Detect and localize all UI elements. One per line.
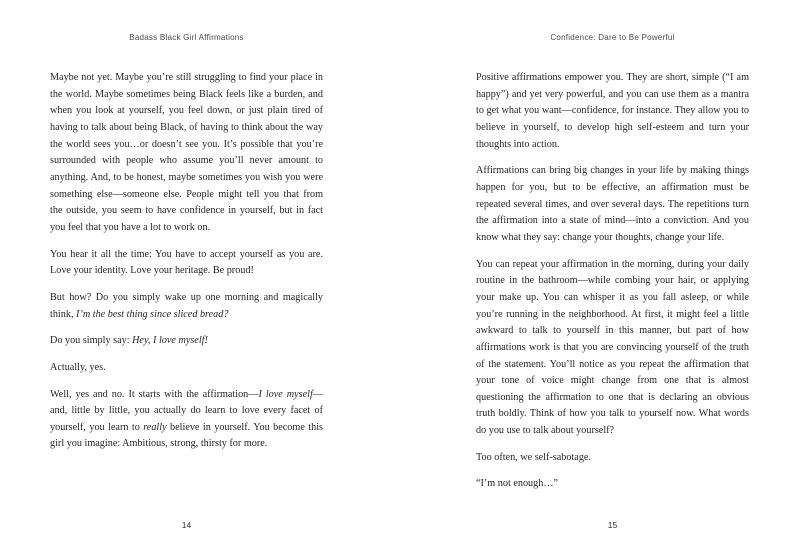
text-run: Actually, yes.: [50, 361, 106, 373]
left-page-text: [50, 70, 323, 463]
text-run: “I’m not enough…”: [476, 478, 559, 490]
paragraph: [50, 360, 323, 377]
right-page-text: [476, 70, 749, 503]
text-run: —and, little by little, you actually do learn to love every facet of yourself, you learn to: [50, 388, 323, 433]
right-page: [476, 0, 749, 560]
paragraph: [50, 290, 323, 323]
text-run: Well, yes and no. It starts with the affirmation—: [50, 388, 259, 400]
paragraph: [476, 163, 749, 246]
text-run: Positive affirmations empower you. They are short, simple (“I am happy”) and yet very powerful, and you can use them as a mantra to get what you want—confidence, for instance. They allow you to believe in yourself, to develop high self-esteem and turn your thoughts into action.: [476, 72, 749, 150]
left-page: [50, 0, 323, 560]
paragraph: [476, 257, 749, 440]
text-run: Affirmations can bring big changes in your life by making things happen for you, but to be effective, an affirmation must be repeated several times, and over several days. The repetitions turn the affirmation into a state of mind—into a conviction. And you know what they say: change your thoughts, change your life.: [476, 165, 749, 243]
paragraph: [476, 476, 749, 493]
page-number-right: 15: [607, 520, 618, 530]
text-run: You hear it all the time: You have to accept yourself as you are. Love your identity. Love your heritage. Be proud!: [50, 248, 323, 277]
page-number-left: 14: [181, 520, 192, 530]
text-run: You can repeat your affirmation in the morning, during your daily routine in the bathroom—while combing your hair, or applying your make up. You can whisper it as you fall asleep, or while you’re running in the neighborhood. At first, it might feel a little awkward to talk to yourself in this manner, but part of how affirmations work is that you are convincing yourself of the truth of the statement. You’ll notice as you repeat the affirmation that your tone of voice might change from one that is almost questioning the affirmation to one that is declaring an obvious truth boldly. Think of how you talk to yourself now. What words do you use to talk about yourself?: [476, 258, 749, 437]
text-run: believe in yourself. You become this girl you imagine: Ambitious, strong, thirsty for more.: [50, 421, 323, 450]
text-run: Do you simply say:: [50, 335, 133, 347]
italic-text-run: really: [143, 421, 167, 433]
paragraph: [50, 247, 323, 280]
text-run: Maybe not yet. Maybe you’re still struggling to find your place in the world. Maybe sometimes being Black feels like a burden, and when you look at yourself, you feel down, or just plain tired of having to talk about being Black, of having to think about the way the world sees you…or doesn’t see you. It’s possible that you’re surrounded with people who assume you’ll never amount to anything. And, to be honest, maybe sometimes you wish you were something else—someone else. People might tell you that from the outside, you seem to have confidence in yourself, but in fact you feel that you have a lot to work on.: [50, 72, 323, 233]
running-header-right: Confidence: Dare to Be Powerful: [550, 33, 675, 42]
paragraph: [50, 333, 323, 350]
running-header-left: Badass Black Girl Affirmations: [129, 33, 244, 42]
italic-text-run: I’m the best thing since sliced bread?: [76, 308, 229, 320]
paragraph: [476, 70, 749, 153]
paragraph: [50, 70, 323, 237]
italic-text-run: I love myself: [258, 388, 313, 400]
text-run: But how? Do you simply wake up one morning and magically think,: [50, 291, 323, 320]
paragraph: [476, 450, 749, 467]
italic-text-run: Hey, I love myself!: [132, 335, 208, 347]
text-run: Too often, we self-sabotage.: [476, 451, 591, 463]
paragraph: [50, 387, 323, 454]
